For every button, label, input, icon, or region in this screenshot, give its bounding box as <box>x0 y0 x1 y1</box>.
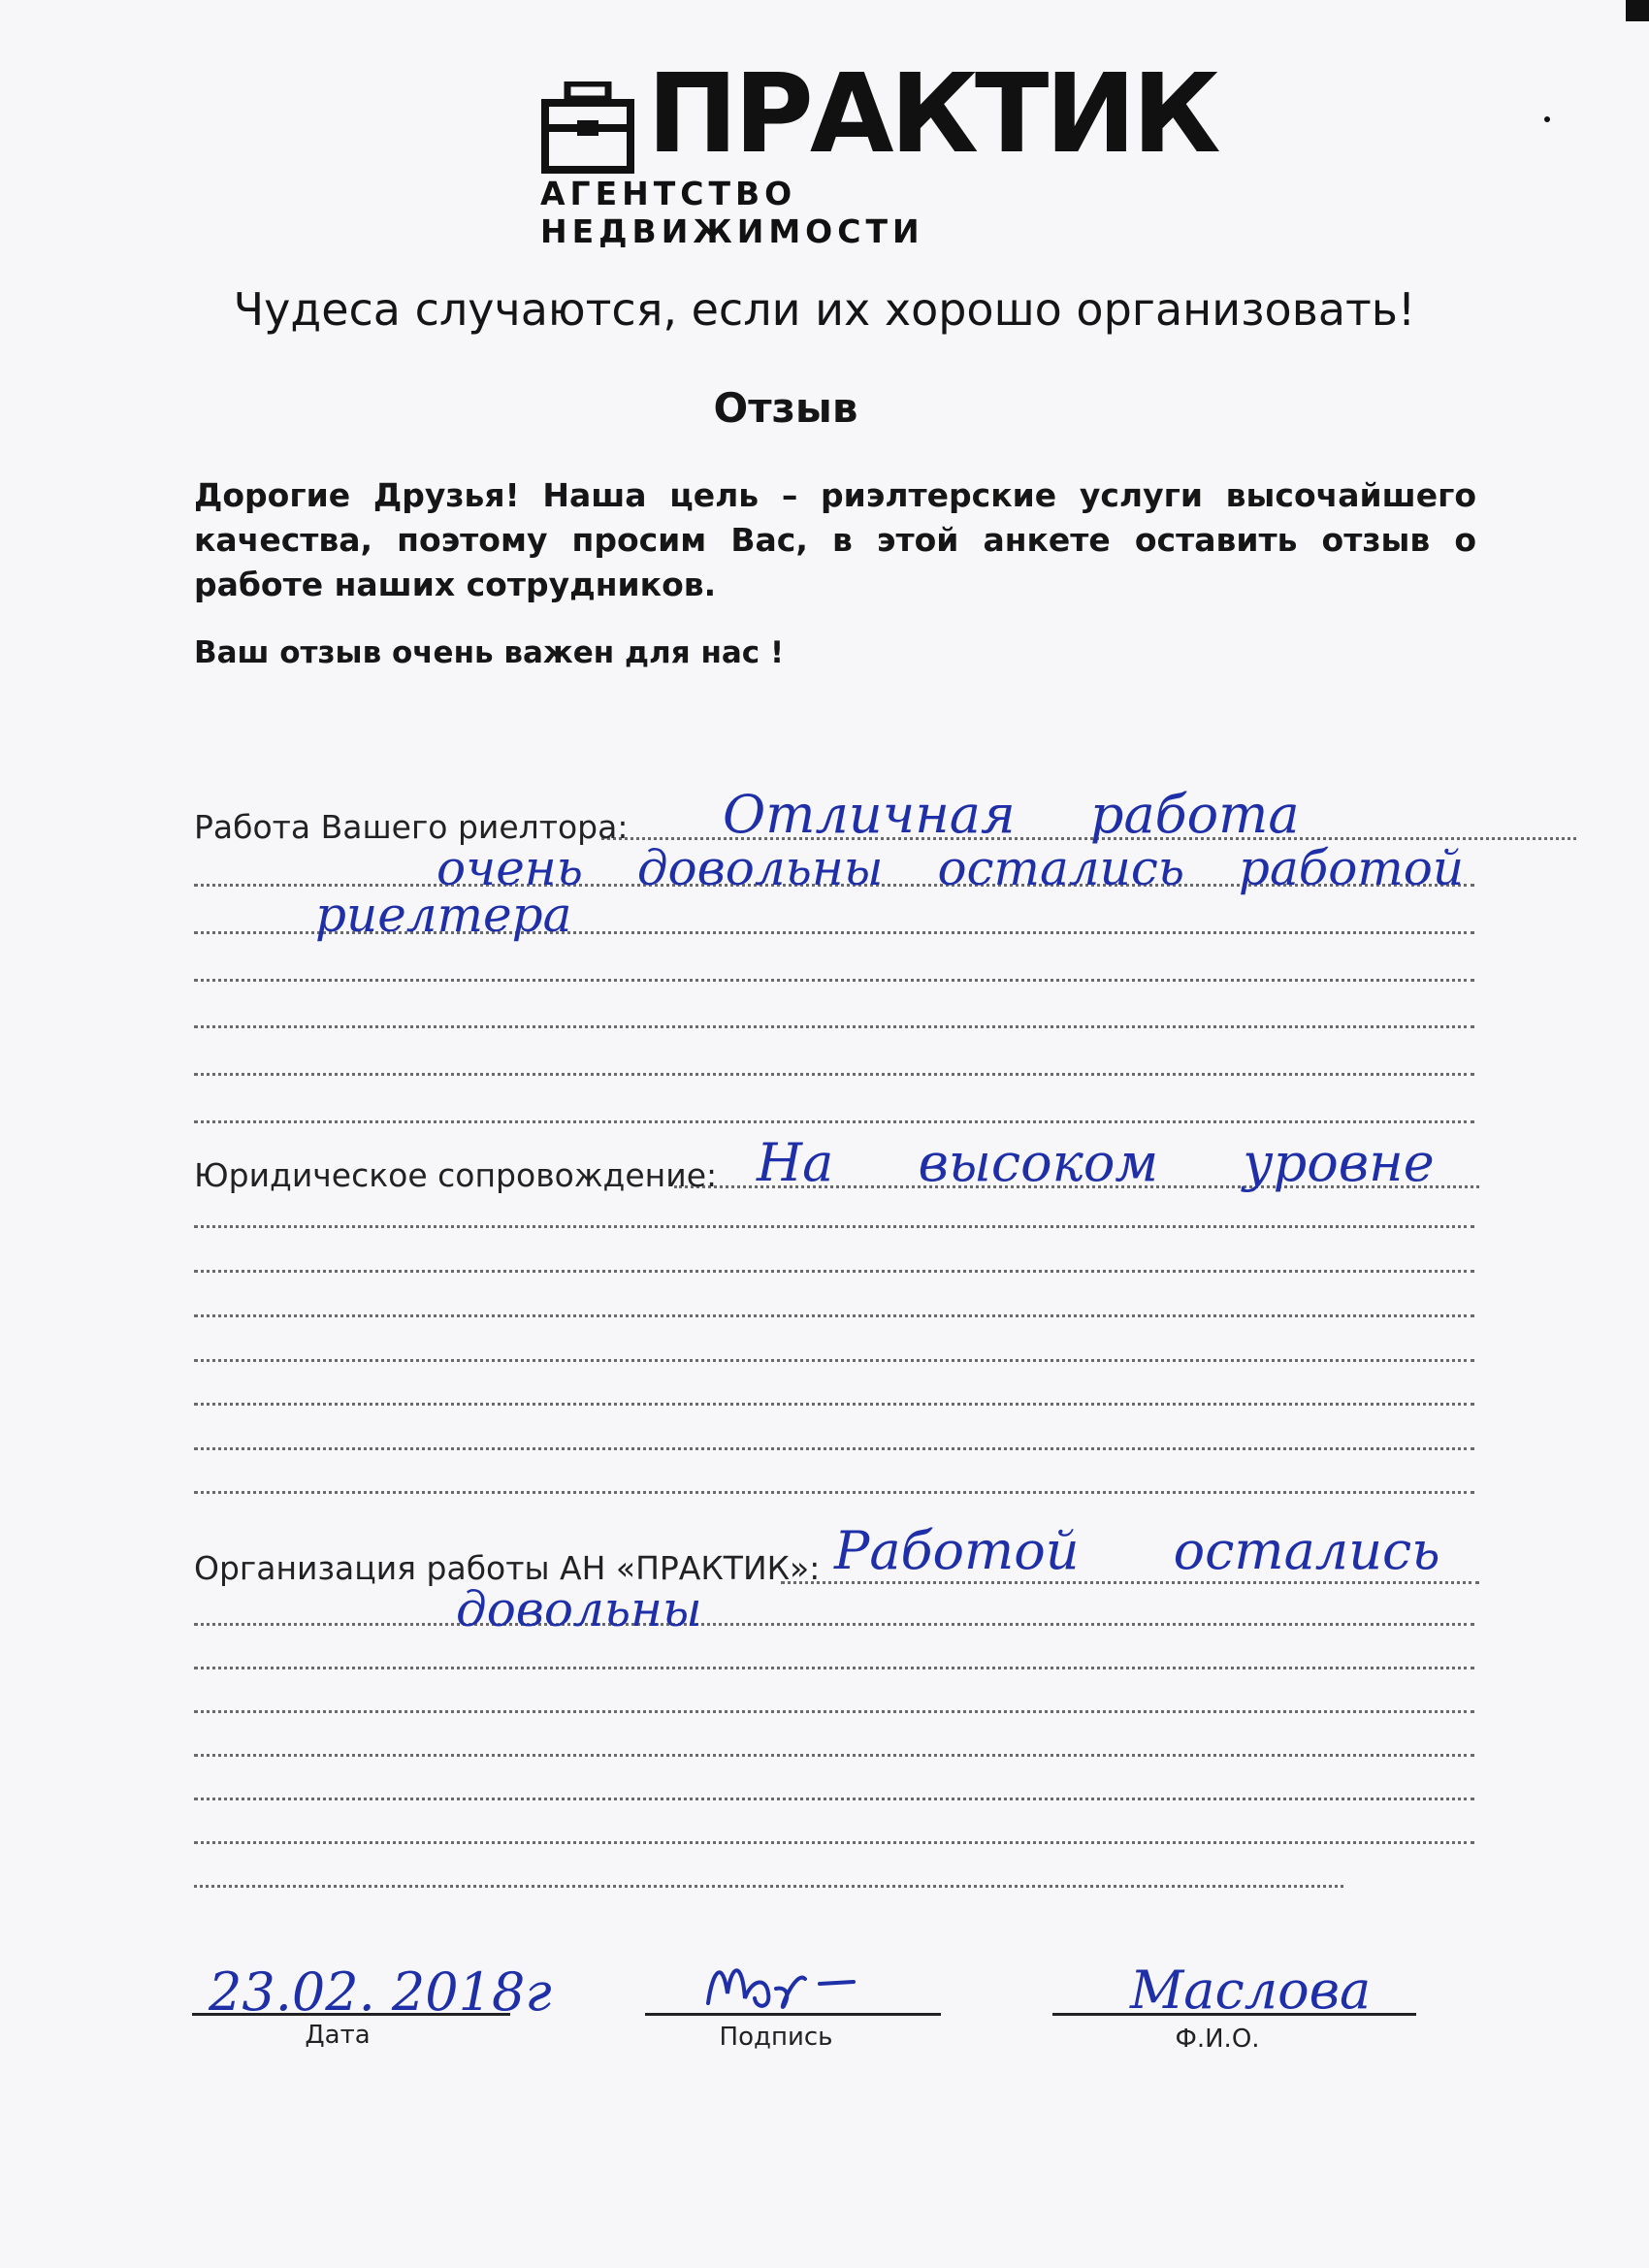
intro-text: Дорогие Друзья! Наша цель – риэлтерские услуги высочайшего качества, поэтому просим Вас, в этой анкете оставить отзыв о работе наших сотрудников. <box>194 476 1476 603</box>
company-logo <box>538 51 1217 250</box>
realtor-answer-line-3: риелтера <box>315 887 572 943</box>
answer-line <box>194 1120 1474 1123</box>
organization-answer-line-1: Работой остались <box>834 1520 1440 1581</box>
signature-label: Подпись <box>719 2023 833 2052</box>
realtor-label: Работа Вашего риелтора: <box>194 808 629 846</box>
scan-artifact <box>1544 116 1550 122</box>
answer-line <box>194 1885 1343 1888</box>
answer-line <box>194 1314 1474 1317</box>
organization-label: Организация работы АН «ПРАКТИК»: <box>194 1549 821 1587</box>
legal-label: Юридическое сопровождение: <box>194 1156 718 1194</box>
slogan: Чудеса случаются, если их хорошо организовать! <box>233 283 1416 336</box>
answer-line <box>194 1225 1474 1228</box>
answer-line <box>194 1667 1474 1669</box>
answer-line <box>781 1581 1479 1584</box>
answer-line <box>194 979 1474 982</box>
answer-line <box>194 1798 1474 1800</box>
scan-artifact <box>1626 0 1649 21</box>
answer-line <box>194 1754 1474 1757</box>
answer-line <box>194 1623 1474 1626</box>
importance-note: Ваш отзыв очень важен для нас ! <box>194 635 785 670</box>
logo-subtitle: АГЕНТСТВО НЕДВИЖИМОСТИ <box>540 175 924 250</box>
answer-line <box>194 1491 1474 1494</box>
answer-line <box>194 1025 1474 1028</box>
answer-line <box>194 1403 1474 1406</box>
answer-line <box>194 1841 1474 1844</box>
realtor-answer-line-1: Отличная работа <box>723 784 1300 845</box>
legal-answer-line-1: На высоком уровне <box>757 1132 1435 1193</box>
signature-icon <box>698 1950 863 2018</box>
logo-name: ПРАКТИК <box>647 51 1217 178</box>
organization-answer-line-2: довольны <box>456 1581 702 1637</box>
name-label: Ф.И.О. <box>1175 2025 1260 2054</box>
answer-line <box>194 1270 1474 1273</box>
briefcase-icon <box>538 81 637 177</box>
date-value: 23.02. 2018г <box>209 1961 552 2023</box>
name-value: Маслова <box>1130 1960 1372 2021</box>
date-label: Дата <box>305 2021 371 2050</box>
signature-line <box>645 2013 941 2016</box>
name-line <box>1052 2013 1416 2016</box>
page-title: Отзыв <box>713 384 858 432</box>
answer-line <box>194 1359 1474 1362</box>
realtor-answer-line-2: очень довольны остались работой <box>436 840 1465 896</box>
answer-line <box>194 1073 1474 1076</box>
answer-line <box>194 1447 1474 1450</box>
answer-line <box>194 1710 1474 1713</box>
date-line <box>192 2013 510 2016</box>
